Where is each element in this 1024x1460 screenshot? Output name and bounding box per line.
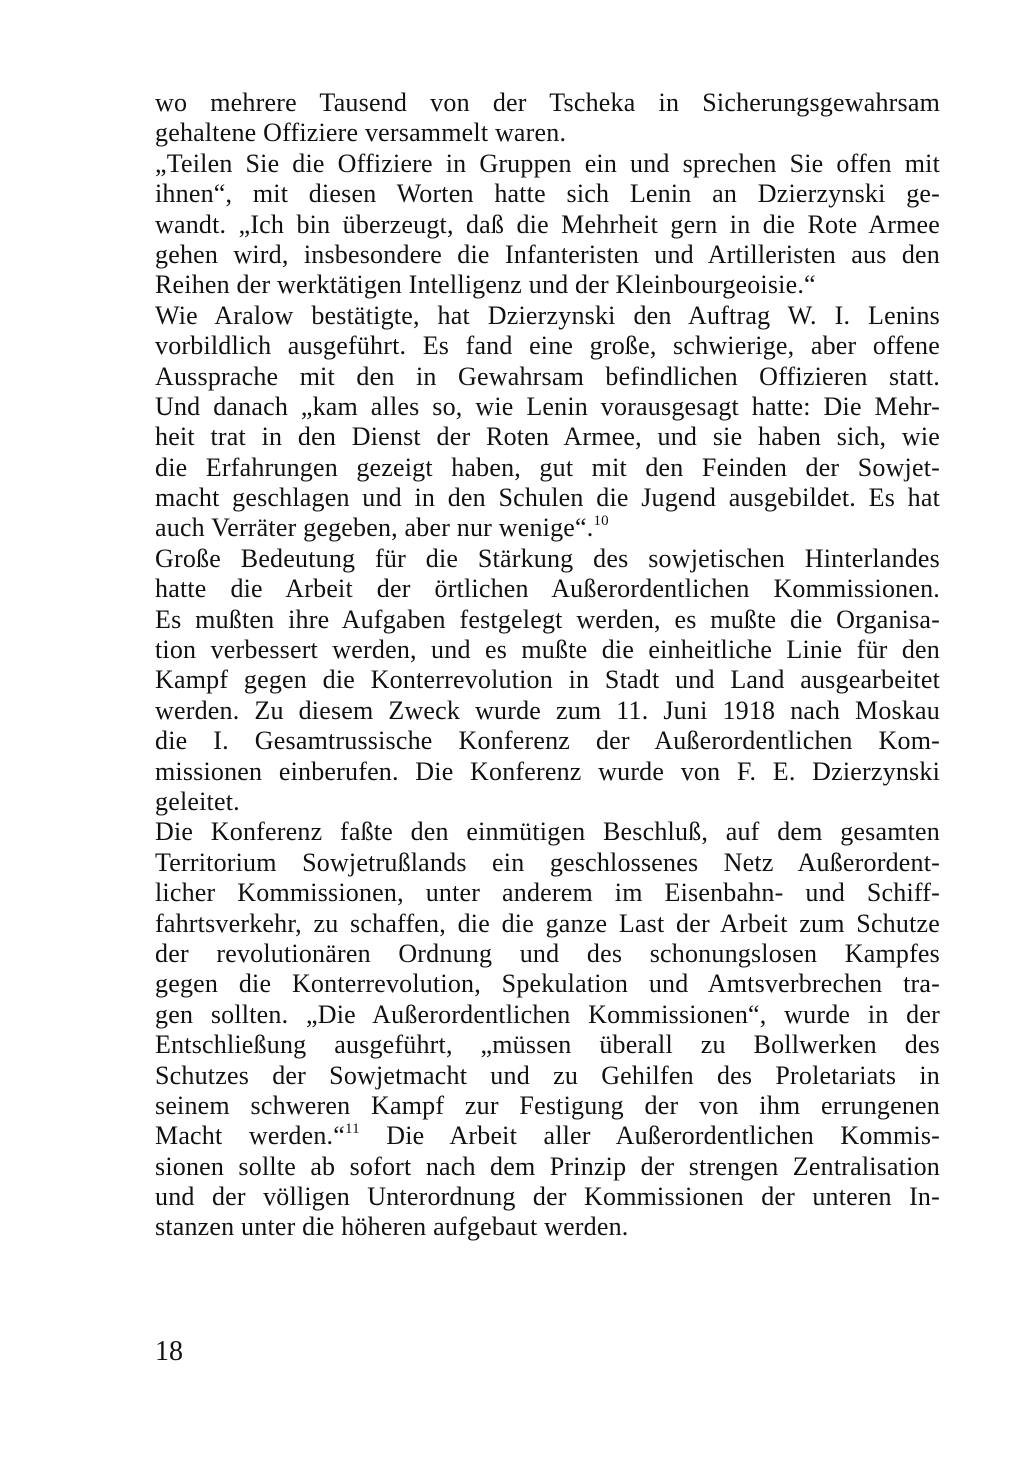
text-fragment: Die Arbeit aller Außerordentlichen Kommis- bbox=[359, 1121, 941, 1151]
text-line: heit trat in den Dienst der Roten Armee, und sie haben sich, wie bbox=[155, 422, 940, 452]
text-line: gehaltene Offiziere versammelt waren. bbox=[155, 118, 567, 148]
footnote-reference: 11 bbox=[345, 1121, 360, 1138]
text-line: stanzen unter die höheren aufgebaut werden. bbox=[155, 1212, 629, 1242]
text-line: ihnen“, mit diesen Worten hatte sich Lenin an Dzierzynski ge- bbox=[155, 179, 940, 209]
text-line: die I. Gesamtrussische Konferenz der Außerordentlichen Kom- bbox=[155, 726, 940, 756]
paragraph bbox=[155, 544, 940, 818]
text-line bbox=[155, 513, 940, 543]
text-line bbox=[155, 1121, 940, 1151]
text-line: der revolutionären Ordnung und des schonungslosen Kampfes bbox=[155, 938, 940, 968]
text-line: Große Bedeutung für die Stärkung des sowjetischen Hinterlandes bbox=[155, 543, 940, 573]
text-line: Territorium Sowjetrußlands ein geschlossenes Netz Außerordent- bbox=[155, 847, 940, 877]
text-line: gegen die Konterrevolution, Spekulation und Amtsverbrechen tra- bbox=[155, 969, 940, 999]
text-line: fahrtsverkehr, zu schaffen, die die ganze Last der Arbeit zum Schutze bbox=[155, 908, 940, 938]
page-body bbox=[155, 88, 940, 1243]
text-line: hatte die Arbeit der örtlichen Außerordentlichen Kommissionen. bbox=[155, 574, 940, 604]
text-line: Und danach „kam alles so, wie Lenin vorausgesagt hatte: Die Mehr- bbox=[155, 391, 940, 421]
paragraph bbox=[155, 149, 940, 301]
text-line: Aussprache mit den in Gewahrsam befindlichen Offizieren statt. bbox=[155, 361, 940, 391]
paragraph bbox=[155, 88, 940, 149]
text-line: geleitet. bbox=[155, 786, 240, 816]
text-line: sionen sollte ab sofort nach dem Prinzip der strengen Zentralisation bbox=[155, 1151, 940, 1181]
text-line: werden. Zu diesem Zweck wurde zum 11. Juni 1918 nach Moskau bbox=[155, 695, 940, 725]
text-line: Entschließung ausgeführt, „müssen überall zu Bollwerken des bbox=[155, 1030, 940, 1060]
text-line: Schutzes der Sowjetmacht und zu Gehilfen des Proletariats in bbox=[155, 1060, 940, 1090]
text-line: die Erfahrungen gezeigt haben, gut mit den Feinden der Sowjet- bbox=[155, 452, 940, 482]
text-line: gen sollten. „Die Außerordentlichen Kommissionen“, wurde in der bbox=[155, 999, 940, 1029]
text-line: vorbildlich ausgeführt. Es fand eine große, schwierige, aber offene bbox=[155, 331, 940, 361]
text-line: macht geschlagen und in den Schulen die Jugend ausgebildet. Es hat bbox=[155, 483, 940, 513]
paragraph bbox=[155, 817, 940, 1242]
text-line: tion verbessert werden, und es mußte die einheitliche Linie für den bbox=[155, 635, 940, 665]
text-line: licher Kommissionen, unter anderem im Eisenbahn- und Schiff- bbox=[155, 878, 940, 908]
page-number: 18 bbox=[155, 1336, 183, 1367]
text-line: Es mußten ihre Aufgaben festgelegt werden, es mußte die Organisa- bbox=[155, 604, 940, 634]
text-line: missionen einberufen. Die Konferenz wurde von F. E. Dzierzynski bbox=[155, 756, 940, 786]
text-line: und der völligen Unterordnung der Kommissionen der unteren In- bbox=[155, 1182, 940, 1212]
text-line: Die Konferenz faßte den einmütigen Beschluß, auf dem gesamten bbox=[155, 817, 940, 847]
text-line: wandt. „Ich bin überzeugt, daß die Mehrheit gern in die Rote Armee bbox=[155, 209, 940, 239]
text-line: „Teilen Sie die Offiziere in Gruppen ein und sprechen Sie offen mit bbox=[155, 148, 940, 178]
text-line: seinem schweren Kampf zur Festigung der von ihm errungenen bbox=[155, 1090, 940, 1120]
text-line: wo mehrere Tausend von der Tscheka in Sicherungsgewahrsam bbox=[155, 88, 940, 117]
text-line: Reihen der werktätigen Intelligenz und der Kleinbourgeoisie.“ bbox=[155, 270, 816, 300]
text-line: Kampf gegen die Konterrevolution in Stadt und Land ausgearbeitet bbox=[155, 665, 940, 695]
text-line: Wie Aralow bestätigte, hat Dzierzynski den Auftrag W. I. Lenins bbox=[155, 300, 940, 330]
paragraph bbox=[155, 301, 940, 544]
text-fragment: Macht werden.“ bbox=[155, 1121, 346, 1151]
text-line: gehen wird, insbesondere die Infanteristen und Artilleristen aus den bbox=[155, 239, 940, 269]
footnote-reference: 10 bbox=[593, 513, 609, 530]
text-fragment: auch Verräter gegeben, aber nur wenige“. bbox=[155, 513, 594, 543]
